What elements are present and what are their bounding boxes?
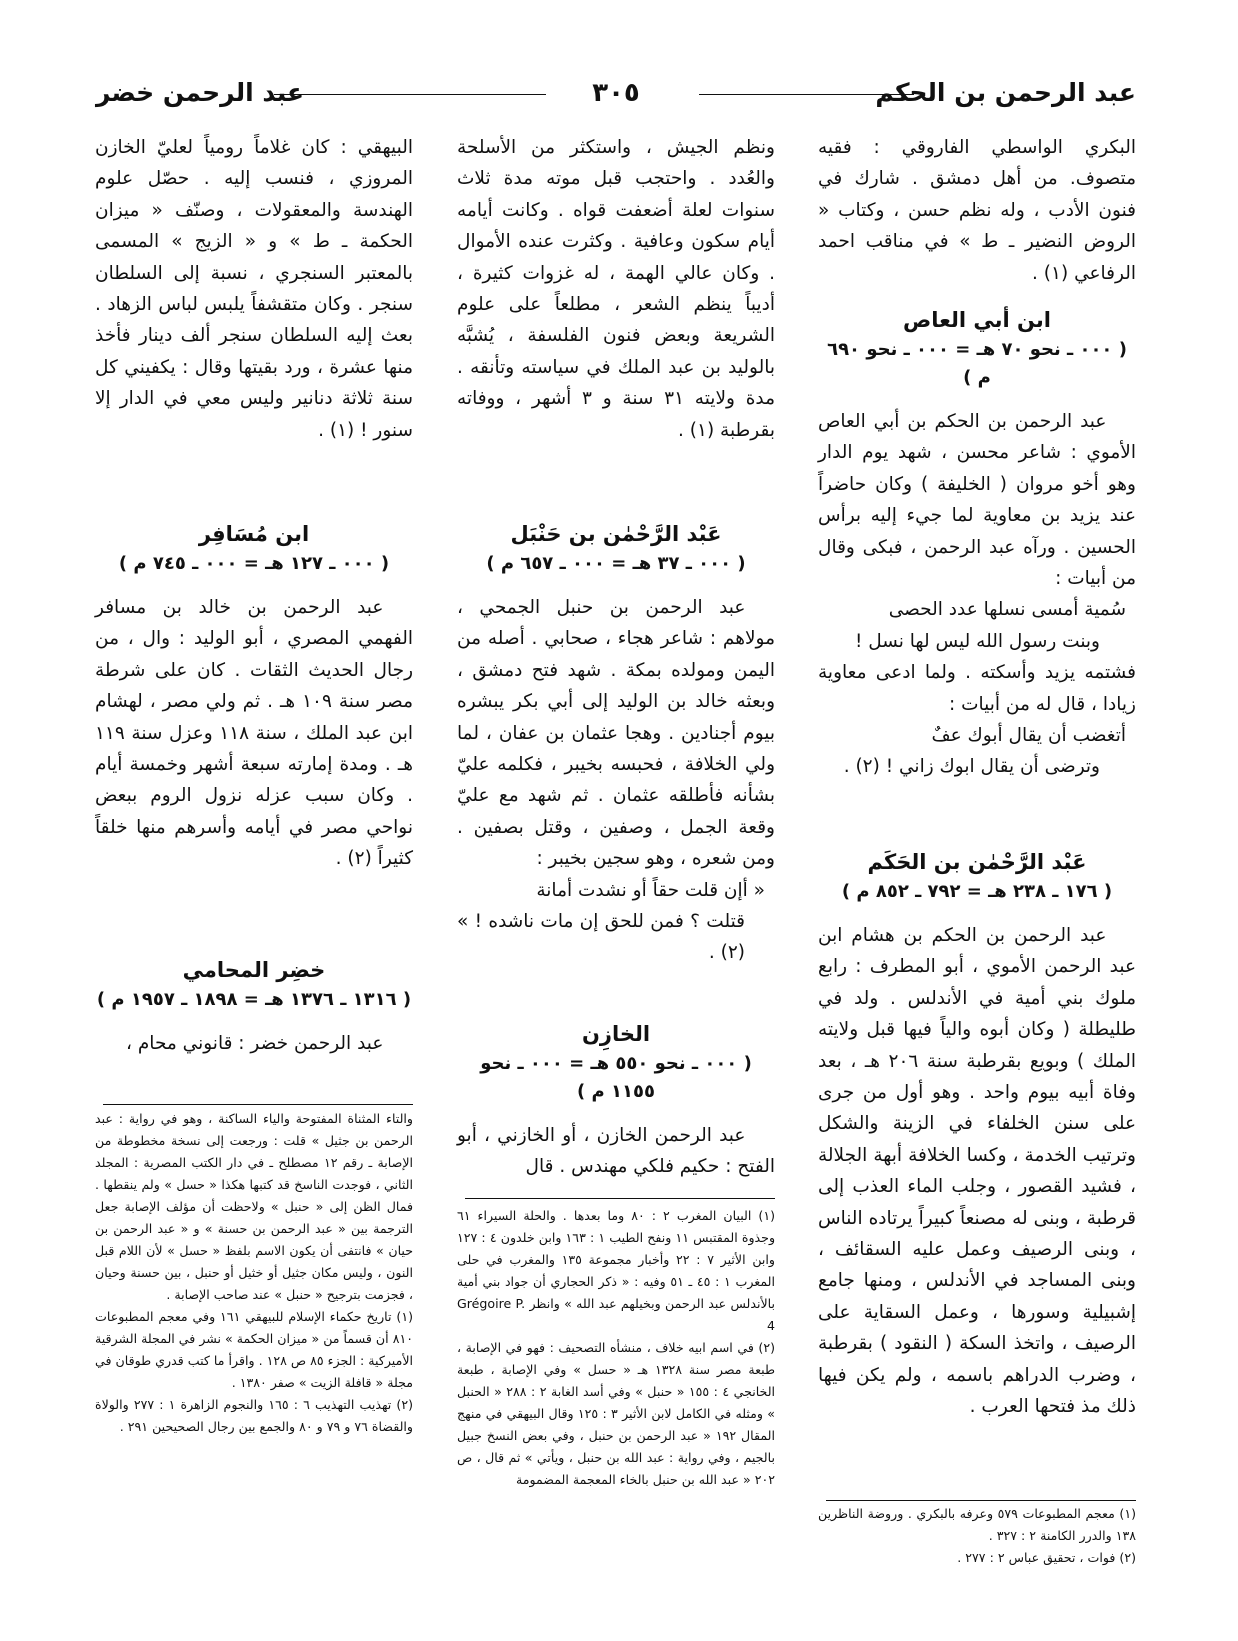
header-right-title: عبد الرحمن بن الحكم	[875, 78, 1136, 107]
column-left	[95, 132, 413, 446]
footnotes-middle	[457, 1205, 775, 1491]
entry-paragraph: عبد الرحمن الخازن ، أو الخازني ، أبو الفتح : حكيم فلكي مهندس . قال	[457, 1125, 775, 1178]
footnote: (١) تاريخ حكماء الإسلام للبيهقي ١٦١ وفي معجم المطبوعات ٨١٠ أن قسماً من « ميزان الحكمة » نشر في المجلة الشرقية الأميركية : الجزء ٨٥ ص ١٢٨ . واقرأ ما كتب قدري طوقان في مجلة « قافلة الزيت » صفر ١٣٨٠ .	[95, 1309, 414, 1390]
footnote: (٢) تهذيب التهذيب ٦ : ١٦٥ والنجوم الزاهرة ١ : ٢٧٧ والولاة والقضاة ٧٦ و ٧٩ و ٨٠ والجمع بين رجال الصحيحين ٢٩١ .	[95, 1397, 414, 1434]
entry-title: عَبْد الرَّحْمٰن بن الحَكَم	[867, 850, 1087, 874]
footnotes-left	[95, 1108, 413, 1438]
entry-title: خضِر المحامي	[182, 958, 326, 982]
footnote: (١) معجم المطبوعات ٥٧٩ وعرفه بالبكري . وروضة الناظرين ١٣٨ والدرر الكامنة ٢ : ٣٢٧ .	[818, 1506, 1136, 1543]
entry-title: ابن مُسَافِر	[198, 522, 310, 546]
entry-khidr-al-muhami	[95, 954, 413, 1059]
header-left-title: عبد الرحمن خضر	[96, 78, 305, 107]
verse-line: وبنت رسول الله ليس لها نسل !	[854, 630, 1100, 652]
continued-paragraph: البكري الواسطي الفاروقي : فقيه متصوف. من أهل دمشق . شارك في فنون الأدب ، وله نظم حسن ، وكتاب « الروض النضير ـ ط » في مناقب احمد الرفاعي (١) .	[818, 137, 1136, 284]
entry-title: الخازِن	[581, 1022, 651, 1046]
footnote: والتاء المثناة المفتوحة والياء الساكنة ، وهو في رواية : عبد الرحمن بن جثيل » قلت : ورجعت إلى نسخة مخطوطة من الإصابة ـ رقم ١٢ مصطلح ـ في دار الكتب المصرية : المجلد الثاني ، فوجدت الناسخ قد كتبها هكذا « حسل » ولم ينقطها . فمال الظن إلى « حنبل » ولاحظت أن مؤلف الإصابة جعل الترجمة بين « عبد الرحمن بن حسنة » و « عبد الرحمن بن حيان » فانتفى أن يكون الاسم بلفظ « حسل » لأن اللام قبل النون ، وليس مكان جثيل أو خثيل أو حنبل ، بين حسنة وحيان ، فجزمت بترجيح « حنبل » عند صاحب الإصابة .	[95, 1111, 414, 1302]
entry-paragraph: عبد الرحمن بن الحكم بن هشام ابن عبد الرحمن الأموي ، أبو المطرف : رابع ملوك بني أمية في الأندلس . ولد في طليطلة ( وكان أبوه والياً فيها قبل ولايته الملك ) وبويع بقرطبة سنة ٢٠٦ هـ ، بعد وفاة أبيه بيوم واحد . وهو أول من جرى على سنن الخلفاء في الزينة والشكل وترتيب الخدمة ، وكسا الخلافة أبهة الجلالة ، فشيد القصور ، وجلب الماء العذب إلى قرطبة ، وبنى له مصنعاً كبيراً يرتاده الناس ، وبنى الرصيف وعمل عليه السقائف ، وبنى المساجد في الأندلس ، ومنها جامع إشبيلية وسورها ، وعمل السقاية على الرصيف ، واتخذ السكة ( النقود ) بقرطبة ، وضرب الدراهم باسمه ، ولم يكن فيها ذلك مذ فتحها العرب .	[818, 925, 1136, 1418]
entry-title: عَبْد الرَّحْمٰن بن حَنْبَل	[510, 522, 722, 546]
continued-paragraph: ونظم الجيش ، واستكثر من الأسلحة والعُدد . واحتجب قبل موته مدة ثلاث سنوات لعلة أضعفت قواه . وكانت أيامه أيام سكون وعافية . وكثرت عنده الأموال . وكان عالي الهمة ، له غزوات كثيرة ، أديباً ينظم الشعر ، مطلعاً على علوم الشريعة وبعض فنون الفلسفة ، يُشبَّه بالوليد بن عبد الملك في سياسته وتأنقه . مدة ولايته ٣١ سنة و ٣ أشهر ، ووفاته بقرطبة (١) .	[457, 137, 776, 441]
header-rule-right	[699, 94, 914, 95]
continued-paragraph: البيهقي : كان غلاماً رومياً لعليّ الخازن المروزي ، فنسب إليه . حصّل علوم الهندسة والمعقولات ، وصنّف « ميزان الحكمة ـ ط » و « الزيج » المسمى بالمعتبر السنجري ، نسبة إلى السلطان سنجر . وكان متقشفاً يلبس لباس الزهاد . بعث إليه السلطان سنجر ألف دينار فأخذ منها عشرة ، ورد بقيتها وقال : يكفيني كل سنة ثلاثة دنانير وليس معي في الدار إلا سنور ! (١) .	[95, 137, 413, 441]
entry-ibn-musafir	[95, 518, 413, 875]
verse-line: سُمية أمسى نسلها عدد الحصى	[888, 599, 1126, 621]
footnote-rule	[826, 1500, 1136, 1501]
entry-paragraph: عبد الرحمن خضر : قانوني محام ،	[126, 1033, 384, 1054]
header-rule-left	[274, 94, 546, 95]
entry-dates: ( ١٣١٦ ـ ١٣٧٦ هـ = ١٨٩٨ ـ ١٩٥٧ م )	[96, 989, 412, 1010]
column-right	[818, 132, 1136, 289]
column-middle	[457, 132, 775, 446]
entry-paragraph: عبد الرحمن بن حنبل الجمحي ، مولاهم : شاعر هجاء ، صحابي . أصله من اليمن ومولده بمكة . شهد فتح دمشق ، وبعثه خالد بن الوليد إلى أبي بكر يبشره بيوم أجنادين . وهجا عثمان بن عفان ، لما ولي الخلافة ، فحبسه بخيبر ، فكلمه عليّ بشأنه فأطلقه عثمان . ثم شهد مع عليّ وقعة الجمل ، وصفين ، وقتل بصفين . ومن شعره ، وهو سجين بخيبر :	[457, 597, 775, 870]
entry-paragraph: عبد الرحمن بن الحكم بن أبي العاص الأموي : شاعر محسن ، شهد يوم الدار وهو أخو مروان ( الخليفة ) وكان حاضراً عند يزيد بن معاوية لما جيء إليه برأس الحسين . ورآه عبد الرحمن ، فبكى وقال من أبيات :	[818, 411, 1136, 590]
entry-dates: ( ١٧٦ ـ ٢٣٨ هـ = ٧٩٢ ـ ٨٥٢ م )	[841, 881, 1113, 902]
verse-line: أتغضب أن يقال أبوك عفٌ	[931, 725, 1126, 747]
entry-paragraph: عبد الرحمن بن خالد بن مسافر الفهمي المصري ، أبو الوليد : وال ، من رجال الحديث الثقات . كان على شرطة مصر سنة ١٠٩ هـ . ثم ولي مصر ، لهشام ابن عبد الملك ، سنة ١١٨ وعزل سنة ١١٩ هـ . ومدة إمارته سبعة أشهر وخمسة أيام . وكان سبب عزله نزول الروم ببعض نواحي مصر في أيامه وأسرهم منها خلقاً كثيراً (٢) .	[95, 597, 413, 870]
running-header	[96, 78, 1136, 118]
entry-dates: ( ٠٠٠ ـ نحو ٥٥٠ هـ = ٠٠٠ ـ نحو ١١٥٥ م )	[480, 1053, 752, 1102]
page-number: ٣٠٥	[582, 78, 650, 108]
entry-al-khazin	[457, 1018, 775, 1183]
entry-paragraph: فشتمه يزيد وأسكته . ولما ادعى معاوية زيادا ، قال له من أبيات :	[818, 662, 1136, 715]
footnote: (٢) في اسم ابيه خلاف ، منشأه التصحيف : فهو في الإصابة ، طبعة مصر سنة ١٣٢٨ هـ « حسل » وفي الإصابة ، طبعة الخانجي ٤ : ١٥٥ « حنبل » وفي أسد الغابة ٢ : ٢٨٨ « الحنبل » ومثله في الكامل لابن الأثير ٣ : ١٢٥ وقال البيهقي في منهج المقال ١٩٢ « عبد الرحمن بن حنبل ، وفي بعض النسخ جبيل بالجيم ، وفي رواية : عبد الله بن حنبل ، ويأتي » ثم قال ، ص ٢٠٢ « عبد الله بن حنبل بالخاء المعجمة المضمومة	[457, 1340, 776, 1487]
footnote: (١) البيان المغرب ٢ : ٨٠ وما بعدها . والحلة السيراء ٦١ وجذوة المقتبس ١١ ونفح الطيب ١ : ١٦٣ وابن خلدون ٤ : ١٢٧ وابن الأثير ٧ : ٢٢ وأخبار مجموعة ١٣٥ والمغرب في حلى المغرب ١ : ٤٥ ـ ٥١ وفيه : « ذكر الحجاري أن جواد بني أمية بالأندلس عبد الرحمن وبخيلهم عبد الله » وانظر Grégoire P. 4	[457, 1208, 776, 1333]
entry-dates: ( ٠٠٠ ـ نحو ٧٠ هـ = ٠٠٠ ـ نحو ٦٩٠ م )	[827, 339, 1127, 388]
footnote-rule	[103, 1104, 413, 1105]
entry-ibn-abi-al-as	[818, 304, 1136, 783]
verse-line: وترضى أن يقال ابوك زاني ! (٢) .	[843, 756, 1100, 778]
entry-dates: ( ٠٠٠ ـ ٣٧ هـ = ٠٠٠ ـ ٦٥٧ م )	[486, 553, 746, 574]
entry-title: ابن أبي العاص	[902, 308, 1051, 332]
entry-abd-al-rahman-ibn-al-hakam	[818, 846, 1136, 1423]
entry-ibn-hanbal	[457, 518, 775, 969]
footnotes-right	[818, 1503, 1136, 1569]
entry-dates: ( ٠٠٠ ـ ١٢٧ هـ = ٠٠٠ ـ ٧٤٥ م )	[118, 553, 390, 574]
verse-line: « أإن قلت حقاً أو نشدت أمانة	[536, 879, 765, 901]
footnote: (٢) فوات ، تحقيق عباس ٢ : ٢٧٧ .	[957, 1550, 1136, 1565]
footnote-rule	[465, 1198, 775, 1199]
verse-line: قتلت ؟ فمن للحق إن مات ناشده ! » (٢) .	[457, 911, 745, 964]
